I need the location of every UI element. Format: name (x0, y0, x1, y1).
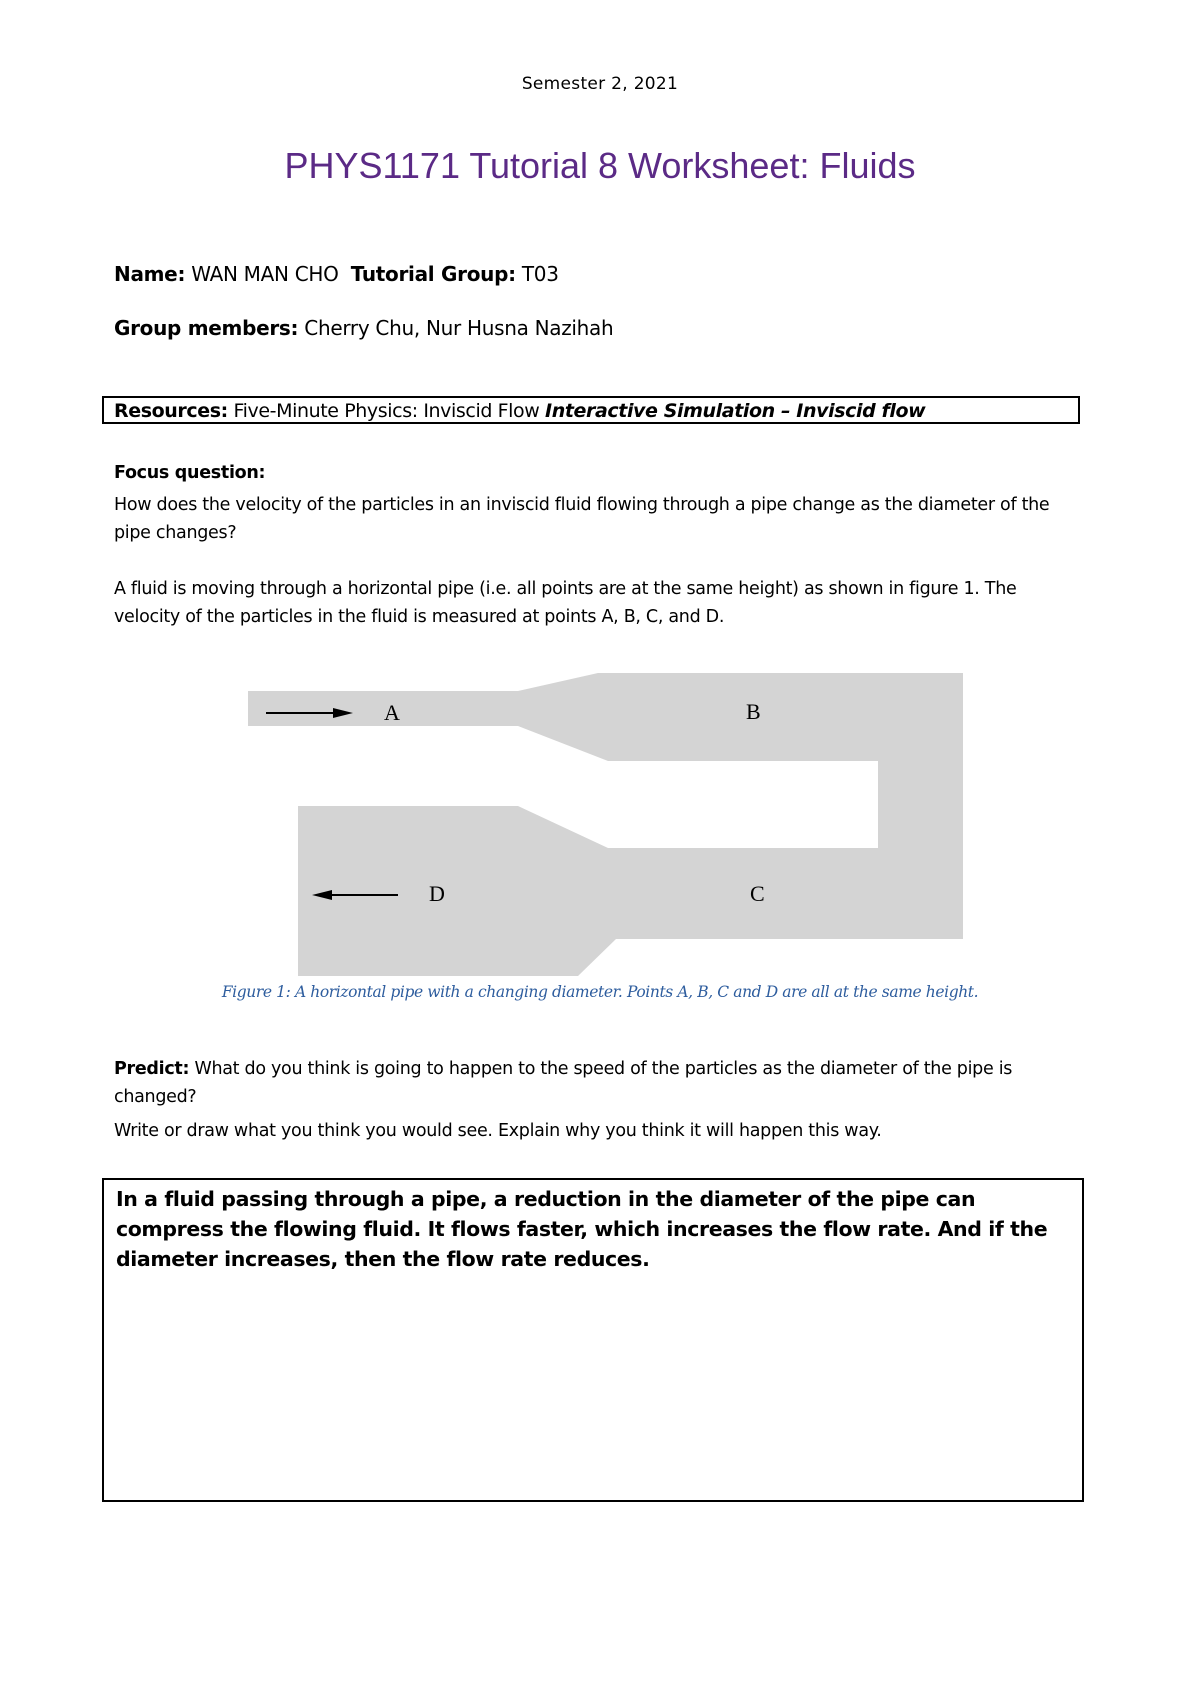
figure-caption: Figure 1: A horizontal pipe with a changing diameter. Points A, B, C and D are all at the same height. (221, 983, 979, 1001)
name-label: Name: (114, 262, 186, 286)
point-c-label: C (750, 881, 765, 906)
resources-label: Resources: (114, 400, 228, 422)
group-members-line (114, 316, 613, 340)
semester-header: Semester 2, 2021 (521, 74, 679, 94)
pipe-shape (248, 673, 963, 976)
predict-label: Predict: (114, 1059, 190, 1079)
point-d-label: D (429, 881, 445, 906)
simulation-link[interactable]: Interactive Simulation – Inviscid flow (545, 400, 926, 422)
tutorial-group-value: T03 (515, 262, 559, 286)
predict-paragraph (114, 1055, 1080, 1111)
focus-question-text: How does the velocity of the particles in an inviscid fluid flowing through a pipe change as the diameter of the pipe changes? (114, 495, 1050, 543)
answer-text: In a fluid passing through a pipe, a reduction in the diameter of the pipe can compress the flowing fluid. It flows faster, which increases the flow rate. And if the diameter increases, then the flow rate reduces. (116, 1187, 1048, 1271)
point-a-label: A (384, 700, 400, 725)
predict-text: What do you think is going to happen to the speed of the particles as the diameter of the pipe is changed? (114, 1059, 1013, 1107)
focus-label-text: Focus question: (114, 463, 266, 483)
name-value: WAN MAN CHO (185, 262, 351, 286)
pipe-figure (248, 668, 963, 976)
tutorial-group-label: Tutorial Group: (350, 262, 516, 286)
group-members-value: Cherry Chu, Nur Husna Nazihah (298, 316, 614, 340)
intro-paragraph: A fluid is moving through a horizontal pipe (i.e. all points are at the same height) as shown in figure 1. The velocity of the particles in the fluid is measured at points A, B, C, and D. (114, 579, 1017, 627)
resources-text: Five-Minute Physics: Inviscid Flow (227, 400, 546, 422)
resources-box (102, 396, 1080, 424)
predict-instruction: Write or draw what you think you would see. Explain why you think it will happen this way. (114, 1121, 882, 1141)
page-title: PHYS1171 Tutorial 8 Worksheet: Fluids (284, 145, 916, 186)
point-b-label: B (746, 699, 761, 724)
focus-question-label (114, 459, 1080, 487)
name-line (114, 262, 559, 286)
group-members-label: Group members: (114, 316, 299, 340)
answer-box[interactable] (102, 1178, 1084, 1502)
